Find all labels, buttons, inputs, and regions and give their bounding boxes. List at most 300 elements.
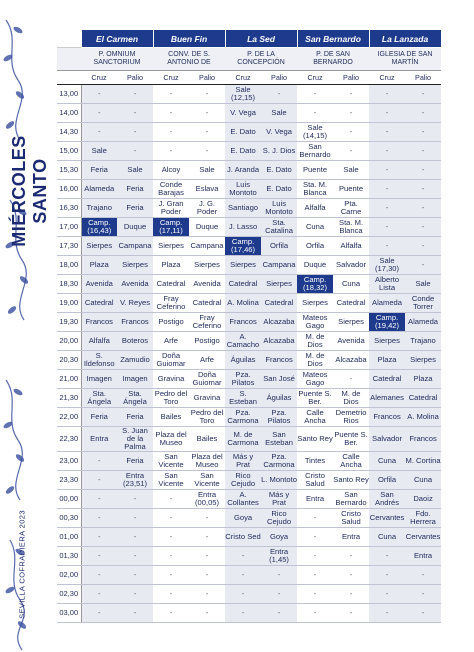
- schedule-cell: -: [369, 85, 405, 104]
- schedule-cell: J. Lasso: [225, 218, 261, 237]
- schedule-cell: Avenida: [81, 275, 117, 294]
- hour-header: [57, 71, 81, 85]
- schedule-cell: -: [405, 142, 441, 161]
- hermandad-name: La Sed: [225, 30, 297, 48]
- schedule-cell: Cristo Salud: [333, 509, 369, 528]
- col-label: Palio: [117, 71, 153, 85]
- schedule-cell: Pza. Carmona: [225, 408, 261, 427]
- schedule-cell: -: [333, 370, 369, 389]
- schedule-cell: -: [369, 566, 405, 585]
- schedule-cell: Sale: [333, 161, 369, 180]
- schedule-cell: Camp. (16,43): [81, 218, 117, 237]
- schedule-cell: -: [189, 528, 225, 547]
- schedule-cell: -: [81, 471, 117, 490]
- hour-cell: 20,30: [57, 351, 81, 370]
- schedule-cell: Sierpes: [297, 294, 333, 313]
- schedule-cell: Entra: [81, 427, 117, 452]
- schedule-cell: L. Montoto: [261, 471, 297, 490]
- schedule-cell: Fdo. Herrera: [405, 509, 441, 528]
- schedule-cell: A. Camacho: [226, 332, 260, 349]
- col-label: Cruz: [81, 71, 117, 85]
- hour-cell: 19,00: [57, 294, 81, 313]
- schedule-cell: Cuna: [369, 452, 405, 471]
- schedule-cell: V. Vega: [225, 104, 261, 123]
- schedule-cell: -: [189, 104, 225, 123]
- schedule-cell: Sta. M. Blanca: [333, 218, 369, 237]
- schedule-cell: Feria: [117, 452, 153, 471]
- schedule-cell: Santo Rey: [333, 471, 369, 490]
- schedule-cell: Gravina: [189, 389, 225, 408]
- schedule-cell: E. Dato: [261, 180, 297, 199]
- schedule-cell: V. Vega: [261, 123, 297, 142]
- schedule-cell: Sierpes: [261, 275, 297, 294]
- table-row: [57, 490, 441, 509]
- schedule-cell: Más y Prat: [261, 490, 297, 509]
- schedule-cell: Catedral: [261, 294, 297, 313]
- table-row: [57, 408, 441, 427]
- schedule-cell: -: [405, 85, 441, 104]
- schedule-cell: Alameda: [81, 180, 117, 199]
- schedule-cell: Pza. Carmona: [261, 452, 297, 471]
- schedule-cell: Alameda: [369, 294, 405, 313]
- schedule-cell: Luis Montoto: [261, 199, 297, 218]
- schedule-cell: -: [81, 528, 117, 547]
- table-row: [57, 566, 441, 585]
- schedule-cell: -: [405, 123, 441, 142]
- schedule-cell: -: [117, 509, 153, 528]
- church-row: [57, 48, 441, 71]
- schedule-cell: Duque: [117, 218, 153, 237]
- col-label: Cruz: [369, 71, 405, 85]
- schedule-cell: -: [153, 85, 189, 104]
- schedule-cell: -: [405, 256, 441, 275]
- hour-cell: 16,00: [57, 180, 81, 199]
- schedule-cell: -: [333, 123, 369, 142]
- schedule-cell: Sierpes: [81, 237, 117, 256]
- schedule-cell: Santiago: [225, 199, 261, 218]
- schedule-cell: Pedro del Toro: [154, 389, 188, 406]
- schedule-cell: Duque: [297, 256, 333, 275]
- hermandad-name: San Bernardo: [297, 30, 369, 48]
- table-row: [57, 85, 441, 104]
- schedule-cell: Camp. (19,42): [369, 313, 405, 332]
- schedule-cell: Fray Ceferino: [153, 294, 189, 313]
- hour-cell: 02,00: [57, 566, 81, 585]
- schedule-cell: -: [297, 509, 333, 528]
- schedule-cell: -: [369, 237, 405, 256]
- schedule-cell: -: [405, 161, 441, 180]
- schedule-cell: -: [333, 104, 369, 123]
- table-row: [57, 313, 441, 332]
- schedule-cell: -: [405, 218, 441, 237]
- schedule-cell: -: [369, 604, 405, 623]
- schedule-cell: Entra (23,51): [117, 471, 153, 490]
- schedule-cell: -: [405, 566, 441, 585]
- schedule-cell: Entra: [333, 528, 369, 547]
- schedule-cell: Catedral: [225, 275, 261, 294]
- schedule-cell: -: [153, 528, 189, 547]
- table-row: [57, 294, 441, 313]
- schedule-cell: -: [369, 123, 405, 142]
- hour-cell: 02,30: [57, 585, 81, 604]
- schedule-cell: Entra: [297, 490, 333, 509]
- schedule-cell: Bailes: [189, 427, 225, 452]
- schedule-cell: Calle Ancha: [297, 408, 333, 427]
- schedule-cell: Salvador: [369, 427, 405, 452]
- schedule-cell: J. Gran Poder: [153, 199, 189, 218]
- table-row: [57, 452, 441, 471]
- schedule-cell: -: [369, 104, 405, 123]
- schedule-table: [57, 29, 442, 623]
- schedule-cell: -: [117, 85, 153, 104]
- church-name: CONV. DE S. ANTONIO DE: [153, 48, 225, 71]
- schedule-cell: -: [297, 566, 333, 585]
- church-name: P. DE SAN BERNARDO: [297, 48, 369, 71]
- schedule-cell: -: [333, 85, 369, 104]
- schedule-cell: Cuna: [369, 528, 405, 547]
- table-row: [57, 351, 441, 370]
- schedule-cell: Sta. Ángela: [117, 389, 153, 408]
- schedule-cell: Duque: [189, 218, 225, 237]
- schedule-cell: Sta. M. Blanca: [297, 180, 333, 199]
- hour-header: [57, 48, 81, 71]
- table-row: [57, 256, 441, 275]
- schedule-cell: Plaza: [369, 351, 405, 370]
- hermandad-name: Buen Fin: [153, 30, 225, 48]
- schedule-cell: Conde Torrer: [405, 294, 441, 313]
- hermandad-header-row: [57, 30, 441, 48]
- schedule-cell: Camp. (18,32): [297, 275, 333, 294]
- schedule-cell: Plaza: [81, 256, 117, 275]
- schedule-cell: S. Juan de la Palma: [117, 427, 153, 452]
- church-name: P. OMNIUM SANCTORIUM: [81, 48, 153, 71]
- schedule-cell: -: [225, 585, 261, 604]
- schedule-cell: -: [261, 566, 297, 585]
- schedule-cell: -: [225, 566, 261, 585]
- schedule-cell: Rico Cejudo: [261, 509, 297, 528]
- schedule-cell: -: [189, 585, 225, 604]
- schedule-cell: Cristo Sed: [225, 528, 261, 547]
- schedule-cell: Campana: [189, 237, 225, 256]
- table-row: [57, 104, 441, 123]
- table-row: [57, 585, 441, 604]
- col-label: Palio: [405, 71, 441, 85]
- schedule-cell: Pza. Pilatos: [261, 408, 297, 427]
- hour-cell: 00,00: [57, 490, 81, 509]
- schedule-cell: -: [117, 566, 153, 585]
- schedule-cell: Alfalfa: [297, 199, 333, 218]
- schedule-cell: Cervantes: [405, 528, 441, 547]
- schedule-cell: Santo Rey: [297, 427, 333, 452]
- schedule-cell: Sale: [261, 104, 297, 123]
- table-row: [57, 161, 441, 180]
- schedule-cell: Trajano: [81, 199, 117, 218]
- schedule-cell: -: [117, 547, 153, 566]
- schedule-cell: -: [153, 104, 189, 123]
- schedule-cell: -: [297, 585, 333, 604]
- schedule-cell: Más y Prat: [225, 452, 261, 471]
- hour-cell: 23,00: [57, 452, 81, 471]
- schedule-cell: Sta. Ángela: [81, 389, 117, 408]
- schedule-cell: Alcazaba: [261, 332, 297, 351]
- schedule-cell: Sale: [117, 161, 153, 180]
- hour-cell: 01,00: [57, 528, 81, 547]
- schedule-cell: Conde Barajas: [153, 180, 189, 199]
- schedule-cell: Postigo: [189, 332, 225, 351]
- schedule-cell: Plaza del Museo: [189, 452, 225, 471]
- schedule-cell: Sierpes: [405, 351, 441, 370]
- schedule-cell: Catedral: [369, 370, 405, 389]
- schedule-cell: -: [189, 85, 225, 104]
- schedule-cell: Cuna: [405, 471, 441, 490]
- schedule-cell: Cuna: [297, 218, 333, 237]
- schedule-cell: Catedral: [405, 389, 441, 408]
- schedule-cell: Francos: [369, 408, 405, 427]
- table-row: [57, 123, 441, 142]
- schedule-cell: -: [153, 547, 189, 566]
- schedule-cell: Alcazaba: [333, 351, 369, 370]
- hour-cell: 17,30: [57, 237, 81, 256]
- schedule-cell: Puente S. Ber.: [333, 427, 369, 452]
- schedule-cell: -: [153, 585, 189, 604]
- schedule-cell: -: [297, 604, 333, 623]
- schedule-cell: J. G. Poder: [189, 199, 225, 218]
- schedule-cell: Pta. Carne: [333, 199, 369, 218]
- schedule-cell: Mateos Gago: [297, 370, 333, 389]
- col-label: Cruz: [153, 71, 189, 85]
- schedule-cell: Orfila: [297, 237, 333, 256]
- schedule-cell: Feria: [117, 408, 153, 427]
- schedule-cell: -: [405, 585, 441, 604]
- schedule-cell: Sierpes: [153, 237, 189, 256]
- schedule-cell: Demetrio Rios: [333, 408, 369, 427]
- schedule-cell: Sale: [81, 142, 117, 161]
- schedule-cell: Sale (12,15): [225, 85, 261, 104]
- schedule-cell: San Vicente: [153, 452, 189, 471]
- schedule-cell: -: [153, 142, 189, 161]
- schedule-cell: -: [153, 509, 189, 528]
- schedule-cell: Francos: [117, 313, 153, 332]
- schedule-cell: Avenida: [189, 275, 225, 294]
- schedule-cell: Puente: [297, 161, 333, 180]
- schedule-cell: -: [261, 604, 297, 623]
- table-row: [57, 218, 441, 237]
- column-label-row: [57, 71, 441, 85]
- schedule-cell: -: [405, 199, 441, 218]
- schedule-cell: -: [297, 547, 333, 566]
- schedule-cell: -: [297, 528, 333, 547]
- hermandad-name: La Lanzada: [369, 30, 441, 48]
- schedule-cell: -: [117, 104, 153, 123]
- table-row: [57, 471, 441, 490]
- schedule-cell: Águilas: [225, 351, 261, 370]
- schedule-cell: -: [333, 142, 369, 161]
- schedule-cell: -: [117, 490, 153, 509]
- schedule-cell: Zamudio: [117, 351, 153, 370]
- table-row: [57, 370, 441, 389]
- schedule-cell: Calle Ancha: [333, 452, 369, 471]
- schedule-cell: -: [117, 123, 153, 142]
- schedule-cell: Luis Montoto: [225, 180, 261, 199]
- schedule-cell: Puente S. Ber.: [298, 389, 332, 406]
- schedule-cell: Rico Cejudo: [225, 471, 261, 490]
- schedule-cell: Postigo: [153, 313, 189, 332]
- schedule-cell: Cuna: [333, 275, 369, 294]
- hour-cell: 14,30: [57, 123, 81, 142]
- schedule-cell: Alcazaba: [261, 313, 297, 332]
- schedule-cell: Plaza del Museo: [153, 427, 189, 452]
- schedule-cell: Trajano: [405, 332, 441, 351]
- schedule-cell: Sale (14,15): [297, 123, 333, 142]
- hour-cell: 22,00: [57, 408, 81, 427]
- hour-cell: 13,00: [57, 85, 81, 104]
- church-name: P. DE LA CONCEPCIÓN: [225, 48, 297, 71]
- schedule-cell: San Vicente: [189, 471, 225, 490]
- schedule-cell: Alameda: [405, 313, 441, 332]
- schedule-cell: -: [225, 547, 261, 566]
- table-row: [57, 528, 441, 547]
- schedule-cell: -: [261, 585, 297, 604]
- floral-ornament-icon: [0, 0, 56, 652]
- schedule-cell: -: [405, 604, 441, 623]
- schedule-cell: Camp. (17,46): [225, 237, 261, 256]
- schedule-cell: Alcoy: [153, 161, 189, 180]
- col-label: Cruz: [225, 71, 261, 85]
- schedule-cell: -: [369, 199, 405, 218]
- schedule-cell: M. de Carmona: [225, 427, 261, 452]
- table-row: [57, 389, 441, 408]
- schedule-cell: -: [333, 547, 369, 566]
- schedule-cell: -: [81, 85, 117, 104]
- schedule-cell: Catedral: [333, 294, 369, 313]
- schedule-cell: Sierpes: [333, 313, 369, 332]
- schedule-cell: Gravina: [153, 370, 189, 389]
- schedule-cell: Tintes: [297, 452, 333, 471]
- schedule-cell: Avenida: [333, 332, 369, 351]
- schedule-cell: Feria: [117, 180, 153, 199]
- table-row: [57, 427, 441, 452]
- schedule-cell: San José: [261, 370, 297, 389]
- hour-cell: 03,00: [57, 604, 81, 623]
- schedule-cell: A. Molina: [225, 294, 261, 313]
- schedule-cell: -: [81, 123, 117, 142]
- table-row: [57, 604, 441, 623]
- hour-cell: 14,00: [57, 104, 81, 123]
- schedule-cell: Sta. Catalina: [261, 218, 297, 237]
- schedule-cell: Puente: [333, 180, 369, 199]
- schedule-cell: -: [369, 585, 405, 604]
- col-label: Cruz: [297, 71, 333, 85]
- table-row: [57, 237, 441, 256]
- schedule-cell: Doña Guiomar: [189, 370, 225, 389]
- schedule-cell: -: [405, 104, 441, 123]
- table-row: [57, 547, 441, 566]
- schedule-cell: V. Reyes: [117, 294, 153, 313]
- hour-cell: 19,30: [57, 313, 81, 332]
- schedule-body: [57, 85, 441, 623]
- schedule-cell: -: [225, 604, 261, 623]
- table-row: [57, 275, 441, 294]
- schedule-cell: Doña Guiomar: [153, 351, 189, 370]
- schedule-cell: -: [117, 528, 153, 547]
- hour-cell: 17,00: [57, 218, 81, 237]
- schedule-cell: -: [369, 161, 405, 180]
- schedule-cell: Feria: [81, 408, 117, 427]
- hour-cell: 00,30: [57, 509, 81, 528]
- schedule-cell: A. Collantes: [225, 490, 261, 509]
- hour-header: [57, 30, 81, 48]
- schedule-cell: -: [333, 585, 369, 604]
- schedule-cell: -: [189, 123, 225, 142]
- schedule-cell: Imagen: [117, 370, 153, 389]
- hour-cell: 15,00: [57, 142, 81, 161]
- schedule-cell: -: [81, 509, 117, 528]
- schedule-cell: Camp. (17,11): [153, 218, 189, 237]
- schedule-cell: A. Molina: [405, 408, 441, 427]
- schedule-cell: Eslava: [189, 180, 225, 199]
- sidebar-ornament: [0, 0, 56, 652]
- schedule-cell: Sale (17,30): [369, 256, 405, 275]
- schedule-cell: Entra (00,05): [189, 490, 225, 509]
- schedule-cell: Francos: [261, 351, 297, 370]
- schedule-cell: -: [81, 604, 117, 623]
- schedule-cell: -: [369, 180, 405, 199]
- table-row: [57, 180, 441, 199]
- schedule-cell: -: [81, 452, 117, 471]
- schedule-cell: Sierpes: [189, 256, 225, 275]
- schedule-cell: -: [369, 218, 405, 237]
- schedule-cell: E. Dato: [225, 142, 261, 161]
- schedule-cell: Daoiz: [405, 490, 441, 509]
- schedule-cell: Sierpes: [117, 256, 153, 275]
- schedule-cell: San Bernardo: [297, 142, 333, 161]
- hour-cell: 21,30: [57, 389, 81, 408]
- schedule-cell: -: [153, 123, 189, 142]
- schedule-cell: -: [405, 237, 441, 256]
- schedule-cell: Imagen: [81, 370, 117, 389]
- schedule-cell: -: [261, 85, 297, 104]
- hour-cell: 15,30: [57, 161, 81, 180]
- footer-credit: SEVILLA COFRADIERA 2023: [17, 510, 27, 619]
- schedule-cell: Catedral: [81, 294, 117, 313]
- schedule-cell: Goya: [261, 528, 297, 547]
- schedule-cell: Salvador: [333, 256, 369, 275]
- schedule-cell: M. de Dios: [297, 351, 333, 370]
- schedule-cell: Sierpes: [225, 256, 261, 275]
- schedule-cell: Campana: [261, 256, 297, 275]
- schedule-cell: Cristo Salud: [297, 471, 333, 490]
- hour-cell: 18,30: [57, 275, 81, 294]
- col-label: Palio: [189, 71, 225, 85]
- col-label: Palio: [333, 71, 369, 85]
- schedule-cell: -: [81, 566, 117, 585]
- schedule-cell: -: [81, 547, 117, 566]
- schedule-cell: Plaza: [153, 256, 189, 275]
- schedule-cell: Feria: [117, 199, 153, 218]
- schedule-cell: Sierpes: [369, 332, 405, 351]
- schedule-cell: Feria: [81, 161, 117, 180]
- schedule-cell: -: [153, 566, 189, 585]
- schedule-cell: S. Ildefonso: [81, 351, 117, 370]
- hour-cell: 20,00: [57, 332, 81, 351]
- schedule-cell: -: [153, 604, 189, 623]
- schedule-cell: -: [369, 142, 405, 161]
- schedule-cell: Alemanes: [369, 389, 405, 408]
- hour-cell: 01,30: [57, 547, 81, 566]
- schedule-cell: M. Cortina: [405, 452, 441, 471]
- schedule-cell: -: [333, 604, 369, 623]
- schedule-cell: -: [333, 566, 369, 585]
